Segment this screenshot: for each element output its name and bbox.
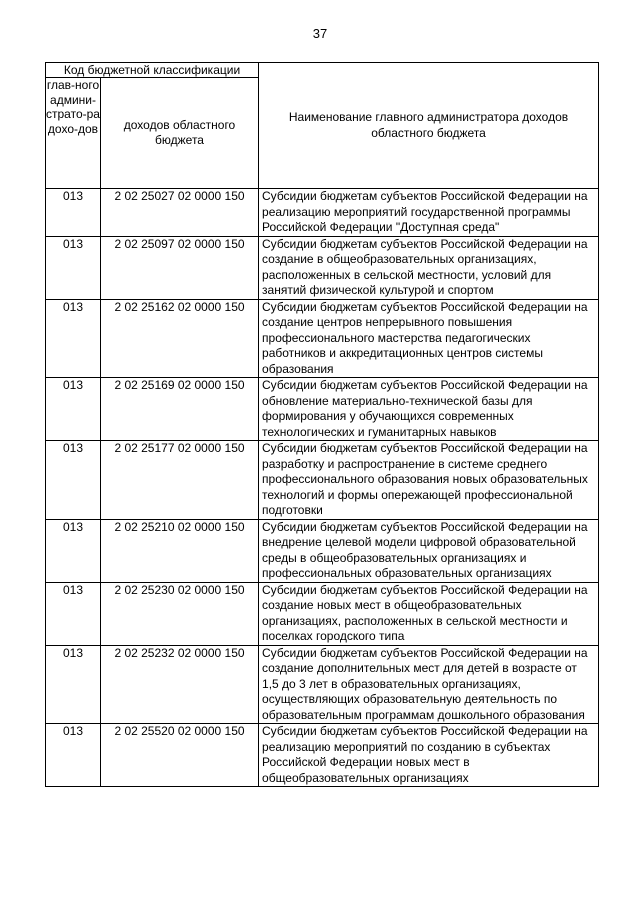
description-cell: Субсидии бюджетам субъектов Российской Федерации на реализацию мероприятий по созданию в субъектах Российской Федерации новых мест в общеобразовательных организациях [259, 724, 599, 787]
description-cell: Субсидии бюджетам субъектов Российской Федерации на обновление материально-технической базы для формирования у обучающихся современных технологических и гуманитарных навыков [259, 378, 599, 441]
header-income-code: доходов областного бюджета [101, 78, 259, 189]
admin-code-cell: 013 [46, 236, 101, 299]
page-number: 37 [312, 26, 328, 41]
description-cell: Субсидии бюджетам субъектов Российской Федерации на создание новых мест в общеобразовательных организациях, расположенных в сельской местности и поселках городского типа [259, 582, 599, 645]
income-code-cell: 2 02 25230 02 0000 150 [101, 582, 259, 645]
income-code-cell: 2 02 25210 02 0000 150 [101, 519, 259, 582]
description-cell: Субсидии бюджетам субъектов Российской Федерации на внедрение целевой модели цифровой образовательной среды в общеобразовательных организациях и профессиональных образовательных организациях [259, 519, 599, 582]
income-code-cell: 2 02 25520 02 0000 150 [101, 724, 259, 787]
description-cell: Субсидии бюджетам субъектов Российской Федерации на создание дополнительных мест для детей в возрасте от 1,5 до 3 лет в образовательных организациях, осуществляющих образовательную деятельность по образовательным программам дошкольного образования [259, 645, 599, 724]
description-cell: Субсидии бюджетам субъектов Российской Федерации на создание центров непрерывного повышения профессионального мастерства педагогических работников и аккредитационных центров системы образования [259, 299, 599, 378]
description-cell: Субсидии бюджетам субъектов Российской Федерации на реализацию мероприятий государственной программы Российской Федерации "Доступная среда" [259, 189, 599, 237]
admin-code-cell: 013 [46, 189, 101, 237]
table-row [46, 645, 599, 724]
table-row [46, 378, 599, 441]
budget-classification-table [45, 62, 599, 787]
header-budget-classification-code: Код бюджетной классификации [46, 63, 259, 78]
description-cell: Субсидии бюджетам субъектов Российской Федерации на создание в общеобразовательных организациях, расположенных в сельской местности, условий для занятий физической культурой и спортом [259, 236, 599, 299]
table-row [46, 724, 599, 787]
table-row [46, 299, 599, 378]
header-main-administrator-code: глав-ного админи-страто-ра дохо-дов [46, 78, 101, 189]
admin-code-cell: 013 [46, 441, 101, 520]
description-cell: Субсидии бюджетам субъектов Российской Федерации на разработку и распространение в системе среднего профессионального образования новых образовательных технологий и формы опережающей профессиональной подготовки [259, 441, 599, 520]
table-body [46, 189, 599, 787]
table-row [46, 236, 599, 299]
admin-code-cell: 013 [46, 378, 101, 441]
income-code-cell: 2 02 25097 02 0000 150 [101, 236, 259, 299]
admin-code-cell: 013 [46, 299, 101, 378]
table-row [46, 519, 599, 582]
admin-code-cell: 013 [46, 645, 101, 724]
admin-code-cell: 013 [46, 519, 101, 582]
income-code-cell: 2 02 25162 02 0000 150 [101, 299, 259, 378]
admin-code-cell: 013 [46, 724, 101, 787]
header-administrator-name: Наименование главного администратора доходов областного бюджета [259, 63, 599, 189]
admin-code-cell: 013 [46, 582, 101, 645]
table-row [46, 582, 599, 645]
table-row [46, 441, 599, 520]
income-code-cell: 2 02 25177 02 0000 150 [101, 441, 259, 520]
income-code-cell: 2 02 25232 02 0000 150 [101, 645, 259, 724]
income-code-cell: 2 02 25169 02 0000 150 [101, 378, 259, 441]
income-code-cell: 2 02 25027 02 0000 150 [101, 189, 259, 237]
table-row [46, 189, 599, 237]
